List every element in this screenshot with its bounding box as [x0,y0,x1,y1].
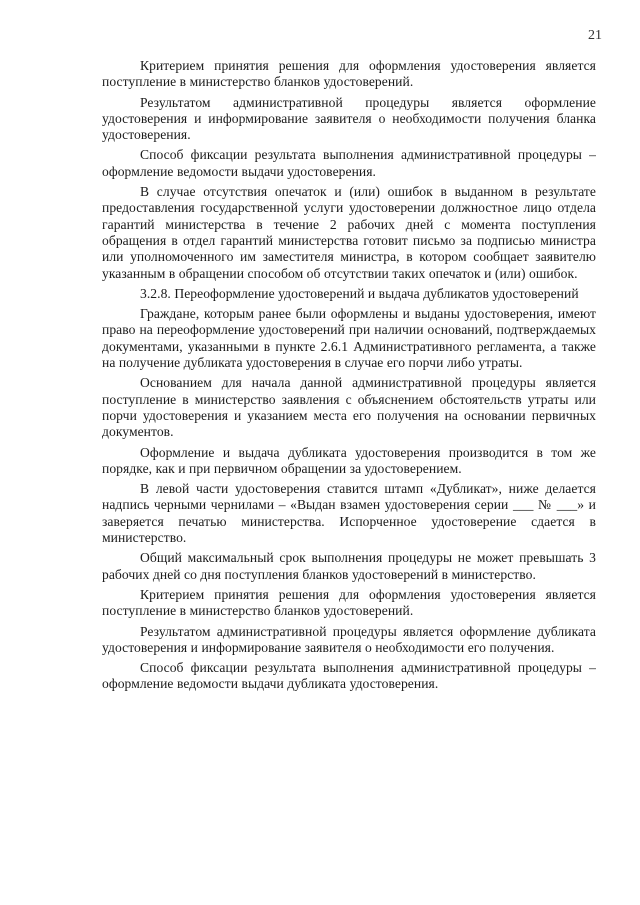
paragraph: Основанием для начала данной административной процедуры является поступление в министерство заявления с объяснением обстоятельств утраты или порчи удостоверения и указанием места его получения на основании первичных документов. [102,375,596,440]
paragraph: Критерием принятия решения для оформления удостоверения является поступление в министерство бланков удостоверений. [102,58,596,90]
paragraph: Результатом административной процедуры является оформление дубликата удостоверения и информирование заявителя о необходимости его получения. [102,623,596,655]
paragraph: Общий максимальный срок выполнения процедуры не может превышать 3 рабочих дней со дня поступления бланков удостоверений в министерство. [102,550,596,582]
paragraph: Граждане, которым ранее были оформлены и выданы удостоверения, имеют право на переоформление удостоверений при наличии оснований, подтверждаемых документами, указанными в пункте 2.6.1 Административного регламента, а также на получение дубликата удостоверения в случае его порчи либо утраты. [102,306,596,371]
paragraph: Способ фиксации результата выполнения административной процедуры – оформление ведомости выдачи удостоверения. [102,147,596,179]
paragraph: Результатом административной процедуры является оформление удостоверения и информирование заявителя о необходимости получения бланка удостоверения. [102,94,596,143]
section-heading: 3.2.8. Переоформление удостоверений и выдача дубликатов удостоверений [140,285,579,301]
document-body [102,58,596,697]
page-number: 21 [588,28,602,43]
paragraph: Критерием принятия решения для оформления удостоверения является поступление в министерство бланков удостоверений. [102,586,596,619]
paragraph: Оформление и выдача дубликата удостоверения производится в том же порядке, как и при первичном обращении за удостоверением. [102,444,596,476]
paragraph: Способ фиксации результата выполнения административной процедуры – оформление ведомости выдачи дубликата удостоверения. [102,660,596,692]
paragraph: В случае отсутствия опечаток и (или) ошибок в выданном в результате предоставления государственной услуги удостоверении должностное лицо отдела гарантий министерства в течение 2 рабочих дней с момента поступления обращения в отдел гарантий министерства готовит письмо за подписью министра или уполномоченного им заместителя министра, в котором сообщает заявителю указанным в обращении способом об отсутствии таких опечаток и (или) ошибок. [102,184,596,281]
paragraph: В левой части удостоверения ставится штамп «Дубликат», ниже делается надпись черными чернилами – «Выдан взамен удостоверения серии ___ № ___» и заверяется печатью министерства. Испорченное удостоверение сдается в министерство. [102,481,596,546]
